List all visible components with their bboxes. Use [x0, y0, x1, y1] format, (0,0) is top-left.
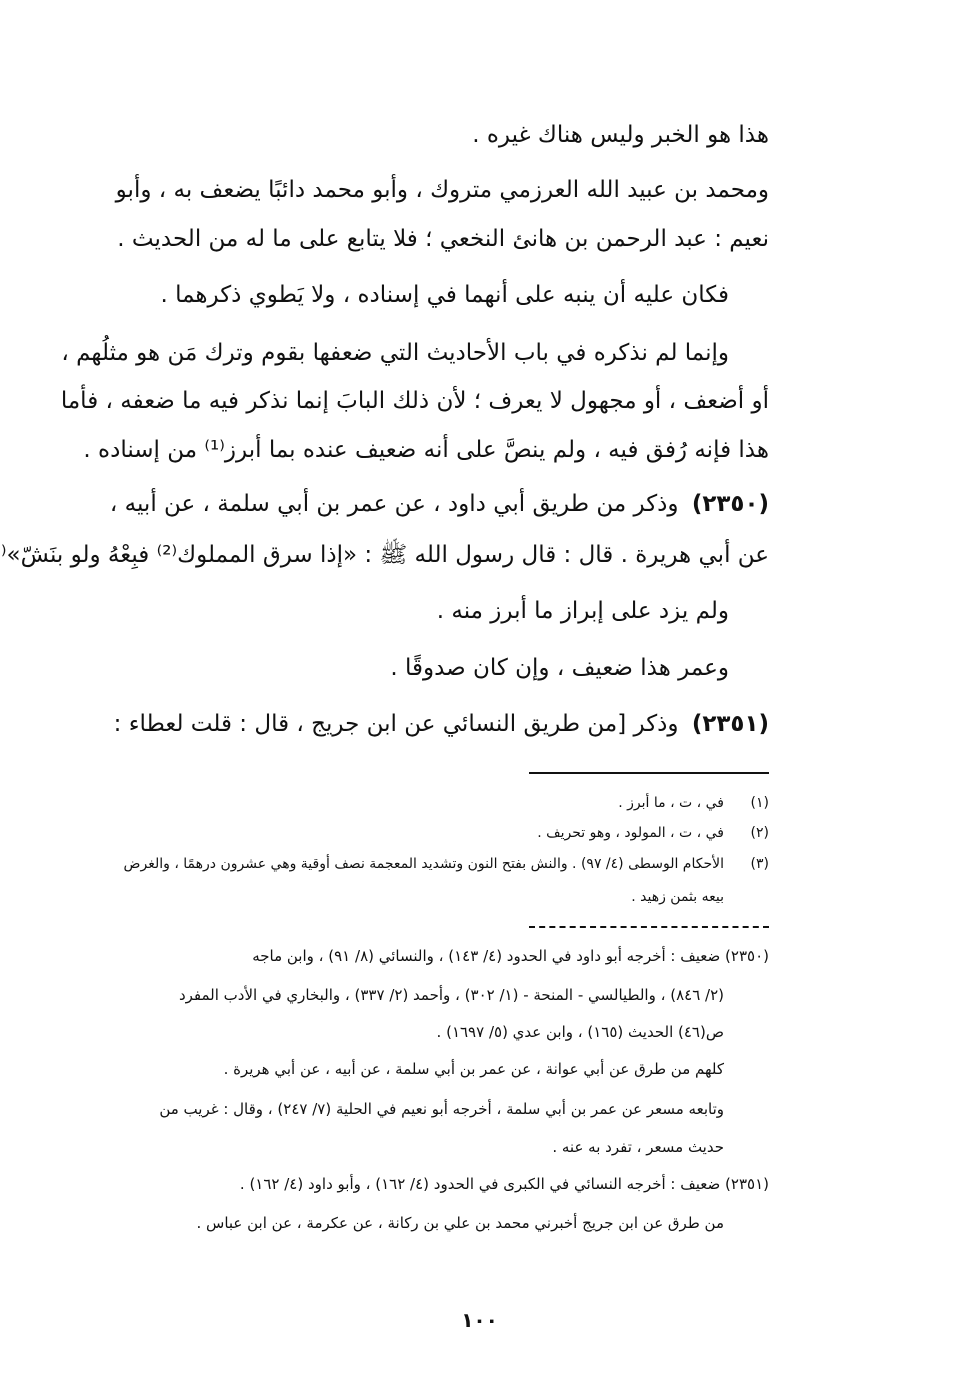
footnote-number: (١) — [750, 795, 769, 811]
footnote-number: (٢) — [750, 825, 769, 841]
footnote-text: بيعه بثمن زهيد . — [631, 889, 724, 905]
takhrij-line: (٢/ ٨٤٦) ، والطيالسي - المنحة - (١/ ٣٠٢) ، وأحمد (٢/ ٣٣٧) ، والبخاري في الأدب المفرد — [178, 986, 724, 1004]
main-text-line: هذا فإنه رُفق فيه ، ولم ينصَّ على أنه ضعيف عنده بما أبرز⁽¹⁾ من إسناده . — [83, 437, 769, 463]
takhrij-divider — [529, 926, 769, 928]
main-text-line: ومحمد بن عبيد الله العرزمي متروك ، وأبو محمد دائبًا يضعف به ، وأبو — [115, 177, 769, 203]
main-text-line: وذكر [من طريق النسائي عن ابن جريج ، قال : قلت لعطاء : — [113, 711, 679, 737]
main-text-line: فكان عليه أن ينبه على أنهما في إسناده ، ولا يَطوي ذكرهما . — [160, 282, 729, 308]
footnote-text: في ، ت ، المولود ، وهو تحريف . — [537, 825, 724, 841]
takhrij-line: كلهم من طرق عن أبي عوانة ، عن عمر بن أبي سلمة ، عن أبيه ، عن أبي هريرة . — [223, 1060, 724, 1078]
main-text-line: أو أضعف ، أو مجهول لا يعرف ؛ لأن ذلك البابَ إنما نذكر فيه ما ضعفه ، فأما — [60, 388, 769, 414]
footnote-text: الأحكام الوسطى (٤/ ٩٧) . والنش بفتح النون وتشديد المعجمة نصف أوقية وهي عشرون درهمًا ، والغرض — [123, 856, 724, 872]
footnote-divider — [529, 772, 769, 774]
main-text-line: ولم يزد على إبراز ما أبرز منه . — [436, 598, 729, 624]
takhrij-line: ص(٤٦) الحديث (١٦٥) ، وابن عدي (٥/ ١٦٩٧) . — [436, 1023, 724, 1041]
main-text-line: نعيم : عبد الرحمن بن هانئ النخعي ؛ فلا يتابع على ما له من الحديث . — [117, 226, 769, 252]
takhrij-line: وتابعه مسعر عن عمر بن أبي سلمة ، أخرجه أبو نعيم في الحلية (٧/ ٢٤٧) ، وقال : غريب من — [159, 1100, 724, 1118]
page-number: ١٠٠ — [461, 1308, 498, 1332]
hadith-paragraph — [110, 487, 769, 521]
main-text-line: وذكر من طريق أبي داود ، عن عمر بن أبي سلمة ، عن أبيه ، — [109, 491, 679, 517]
takhrij-line: (٢٣٥٠) ضعيف : أخرجه أبو داود في الحدود (٤/ ١٤٣) ، والنسائي (٨/ ٩١) ، وابن ماجه — [252, 947, 769, 965]
main-text-line: عن أبي هريرة . قال : قال رسول الله ﷺ : «إذا سرق المملوك⁽²⁾ فبِعْهُ ولو بنَشّ»⁽ — [0, 542, 769, 568]
footnote-number: (٣) — [750, 856, 769, 872]
main-text-line: وعمر هذا ضعيف ، وإن كان صدوقًا . — [390, 655, 729, 681]
hadith-number: (٢٣٥٠) — [691, 491, 769, 517]
main-text-line: هذا هو الخبر وليس هناك غيره . — [472, 122, 769, 148]
hadith-number: (٢٣٥١) — [691, 711, 769, 737]
takhrij-line: حديث مسعر ، تفرد به عنه . — [552, 1138, 724, 1156]
takhrij-line: من طرق عن ابن جريج أخبرني محمد بن علي بن ركانة ، عن عكرمة ، عن ابن عباس . — [196, 1214, 724, 1232]
main-text-line: وإنما لم نذكره في باب الأحاديث التي ضعفها بقوم وترك مَن هو مثلُهم ، — [61, 340, 729, 366]
footnote-text: في ، ت ، ما أبرز . — [618, 795, 724, 811]
takhrij-line: (٢٣٥١) ضعيف : أخرجه النسائي في الكبرى في الحدود (٤/ ١٦٢) ، وأبو داود (٤/ ١٦٢) . — [239, 1175, 769, 1193]
hadith-paragraph — [114, 707, 769, 741]
